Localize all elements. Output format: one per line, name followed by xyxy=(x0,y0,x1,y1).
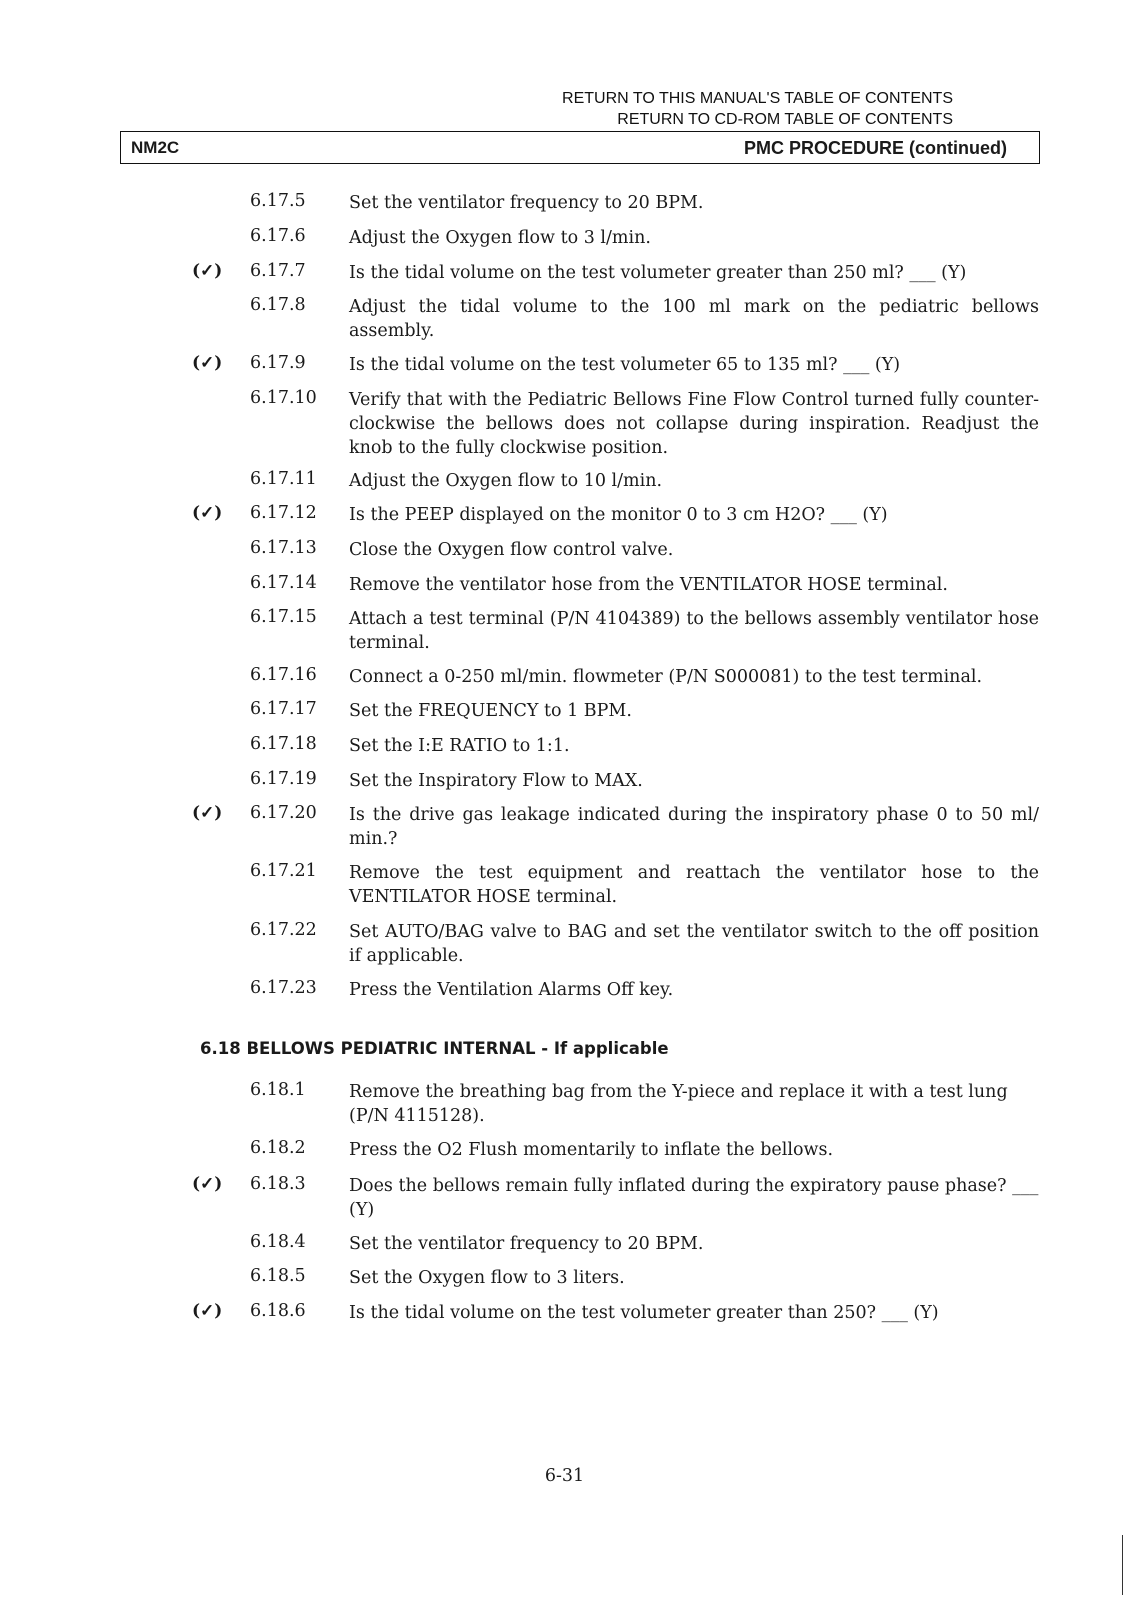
header-rule-right xyxy=(1039,131,1040,164)
step-number: 6.17.9 xyxy=(250,353,306,373)
step-text: Set AUTO/BAG valve to BAG and set the ventilator switch to the off position if applicable. xyxy=(349,922,1039,966)
step-number: 6.17.16 xyxy=(250,665,317,685)
step-text: Is the tidal volume on the test volumeter greater than 250? ___ (Y) xyxy=(349,1303,939,1323)
check-mark: (✓) xyxy=(192,1174,223,1194)
check-mark: (✓) xyxy=(192,1301,223,1321)
step-text: Remove the test equipment and reattach the ventilator hose to the VENTILATOR HOSE terminal. xyxy=(349,863,1039,907)
step-number: 6.18.2 xyxy=(250,1138,306,1158)
header-rule-left xyxy=(120,131,121,164)
step-text: Adjust the Oxygen flow to 3 l/min. xyxy=(349,228,651,248)
step-text: Set the ventilator frequency to 20 BPM. xyxy=(349,193,704,213)
step-number: 6.17.22 xyxy=(250,920,317,940)
step-number: 6.17.21 xyxy=(250,861,317,881)
section-heading: 6.18 BELLOWS PEDIATRIC INTERNAL - If applicable xyxy=(200,1039,669,1058)
check-mark: (✓) xyxy=(192,261,223,281)
step-number: 6.18.6 xyxy=(250,1301,306,1321)
step-text: Remove the breathing bag from the Y-piece and replace it with a test lung (P/N 4115128). xyxy=(349,1082,1008,1126)
step-number: 6.17.6 xyxy=(250,226,306,246)
step-text: Set the ventilator frequency to 20 BPM. xyxy=(349,1234,704,1254)
step-number: 6.17.11 xyxy=(250,469,317,489)
step-number: 6.17.19 xyxy=(250,769,317,789)
step-number: 6.17.8 xyxy=(250,295,306,315)
step-text: Verify that with the Pediatric Bellows Fine Flow Control turned fully counter-clockwise the bellows does not collapse during inspiration. Readjust the knob to the fully clockwise position. xyxy=(349,390,1039,458)
step-number: 6.18.1 xyxy=(250,1080,306,1100)
step-text: Set the Oxygen flow to 3 liters. xyxy=(349,1268,625,1288)
step-number: 6.17.5 xyxy=(250,191,306,211)
step-text: Is the tidal volume on the test volumeter greater than 250 ml? ___ (Y) xyxy=(349,263,967,283)
check-mark: (✓) xyxy=(192,803,223,823)
check-mark: (✓) xyxy=(192,503,223,523)
step-number: 6.17.23 xyxy=(250,978,317,998)
header-title: PMC PROCEDURE (continued) xyxy=(744,138,1007,158)
step-text: Is the PEEP displayed on the monitor 0 to 3 cm H2O? ___ (Y) xyxy=(349,505,888,525)
header-rule-bottom xyxy=(120,163,1040,164)
step-text: Set the I:E RATIO to 1:1. xyxy=(349,736,570,756)
page-number: 6-31 xyxy=(544,1466,585,1486)
step-text: Does the bellows remain fully inflated during the expiratory pause phase? ___ (Y) xyxy=(349,1176,1039,1220)
header-model: NM2C xyxy=(131,138,180,157)
step-number: 6.17.17 xyxy=(250,699,317,719)
step-text: Connect a 0-250 ml/min. flowmeter (P/N S000081) to the test terminal. xyxy=(349,667,983,687)
step-number: 6.17.14 xyxy=(250,573,317,593)
step-number: 6.17.20 xyxy=(250,803,317,823)
step-text: Is the drive gas leakage indicated during the inspiratory phase 0 to 50 ml/ min.? xyxy=(349,805,1039,849)
step-number: 6.17.18 xyxy=(250,734,317,754)
step-text: Adjust the tidal volume to the 100 ml mark on the pediatric bellows assembly. xyxy=(349,297,1039,341)
return-to-manual-toc-link[interactable]: RETURN TO THIS MANUAL'S TABLE OF CONTENTS xyxy=(562,90,953,107)
step-text: Set the FREQUENCY to 1 BPM. xyxy=(349,701,632,721)
return-to-cdrom-toc-link[interactable]: RETURN TO CD-ROM TABLE OF CONTENTS xyxy=(617,111,953,128)
step-number: 6.18.5 xyxy=(250,1266,306,1286)
check-mark: (✓) xyxy=(192,353,223,373)
step-number: 6.18.4 xyxy=(250,1232,306,1252)
step-text: Adjust the Oxygen flow to 10 l/min. xyxy=(349,471,663,491)
header-rule-top xyxy=(120,131,1040,132)
step-number: 6.18.3 xyxy=(250,1174,306,1194)
step-number: 6.17.13 xyxy=(250,538,317,558)
step-text: Close the Oxygen flow control valve. xyxy=(349,540,674,560)
step-text: Attach a test terminal (P/N 4104389) to the bellows assembly ventilator hose terminal. xyxy=(349,609,1039,653)
step-text: Press the Ventilation Alarms Off key. xyxy=(349,980,674,1000)
step-text: Press the O2 Flush momentarily to inflate the bellows. xyxy=(349,1140,834,1160)
step-text: Set the Inspiratory Flow to MAX. xyxy=(349,771,643,791)
step-number: 6.17.15 xyxy=(250,607,317,627)
step-text: Is the tidal volume on the test volumeter 65 to 135 ml? ___ (Y) xyxy=(349,355,901,375)
step-number: 6.17.12 xyxy=(250,503,317,523)
scan-edge-line xyxy=(1122,1535,1123,1595)
step-text: Remove the ventilator hose from the VENTILATOR HOSE terminal. xyxy=(349,575,948,595)
step-number: 6.17.7 xyxy=(250,261,306,281)
step-number: 6.17.10 xyxy=(250,388,317,408)
